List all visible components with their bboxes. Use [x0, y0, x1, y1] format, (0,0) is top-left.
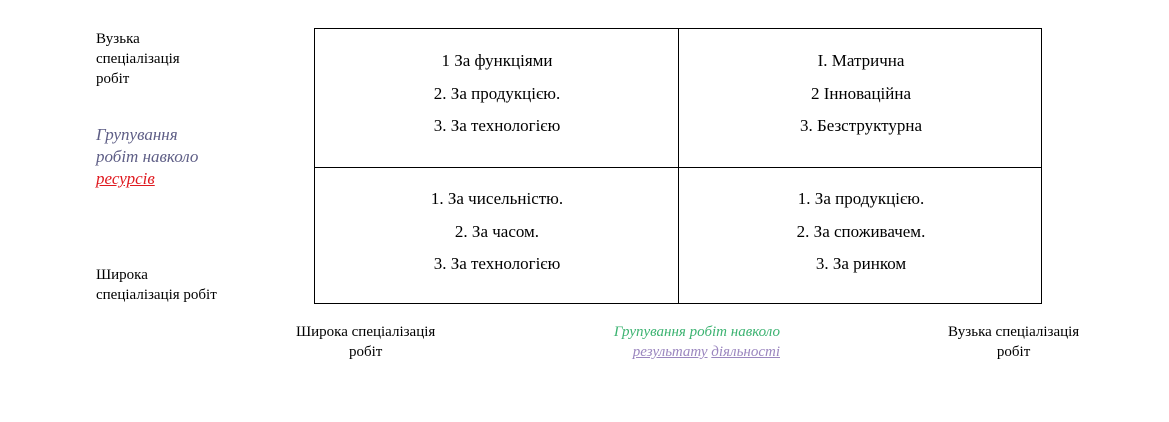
label-line: робіт — [96, 71, 130, 87]
label-line: спеціалізація робіт — [96, 287, 217, 303]
label-highlight-resources: ресурсів — [96, 169, 155, 188]
cell-item: 3. За технологією — [433, 254, 561, 273]
label-line: робіт навколо — [96, 147, 199, 166]
label-line: спеціалізація — [96, 51, 180, 67]
cell-item: 3. Безструктурна — [799, 116, 923, 135]
cell-item: 1 За функціями — [441, 51, 553, 70]
label-line: робіт — [996, 344, 1031, 360]
label-grouping-around-resources — [96, 124, 198, 190]
label-line: Групування робіт навколо — [613, 324, 780, 340]
cell-item: 2. За споживачем. — [796, 221, 926, 241]
label-broad-specialization-bottom — [296, 322, 435, 362]
label-word-results: результату — [632, 344, 708, 360]
label-line: Групування — [96, 125, 178, 144]
label-grouping-around-results — [590, 322, 780, 362]
matrix-cell-bottom-left — [315, 183, 679, 281]
label-line: Широка спеціалізація — [296, 324, 436, 340]
cell-item: 1. За продукцією. — [797, 189, 925, 208]
cell-item: 2. За часом. — [454, 221, 540, 241]
label-word-activity: діяльності — [711, 344, 780, 360]
label-line: Широка — [96, 267, 148, 283]
cell-item: 2 Інноваційна — [810, 83, 912, 103]
cell-item: 3. За ринком — [815, 254, 907, 273]
cell-item: 3. За технологією — [433, 116, 561, 135]
matrix-horizontal-divider — [315, 167, 1041, 168]
label-line: робіт — [348, 344, 383, 360]
label-broad-specialization-left — [96, 265, 217, 305]
structure-matrix — [314, 28, 1042, 304]
label-narrow-specialization-left — [96, 29, 180, 89]
label-line: Вузька — [96, 31, 140, 47]
cell-item: І. Матрична — [817, 51, 905, 70]
matrix-cell-bottom-right — [679, 183, 1043, 281]
cell-item: 2. За продукцією. — [433, 83, 561, 103]
matrix-cell-top-right — [679, 45, 1043, 143]
label-line: Вузька спеціалізація — [948, 324, 1080, 340]
cell-item: 1. За чисельністю. — [430, 189, 564, 208]
matrix-cell-top-left — [315, 45, 679, 143]
label-narrow-specialization-bottom — [948, 322, 1079, 362]
